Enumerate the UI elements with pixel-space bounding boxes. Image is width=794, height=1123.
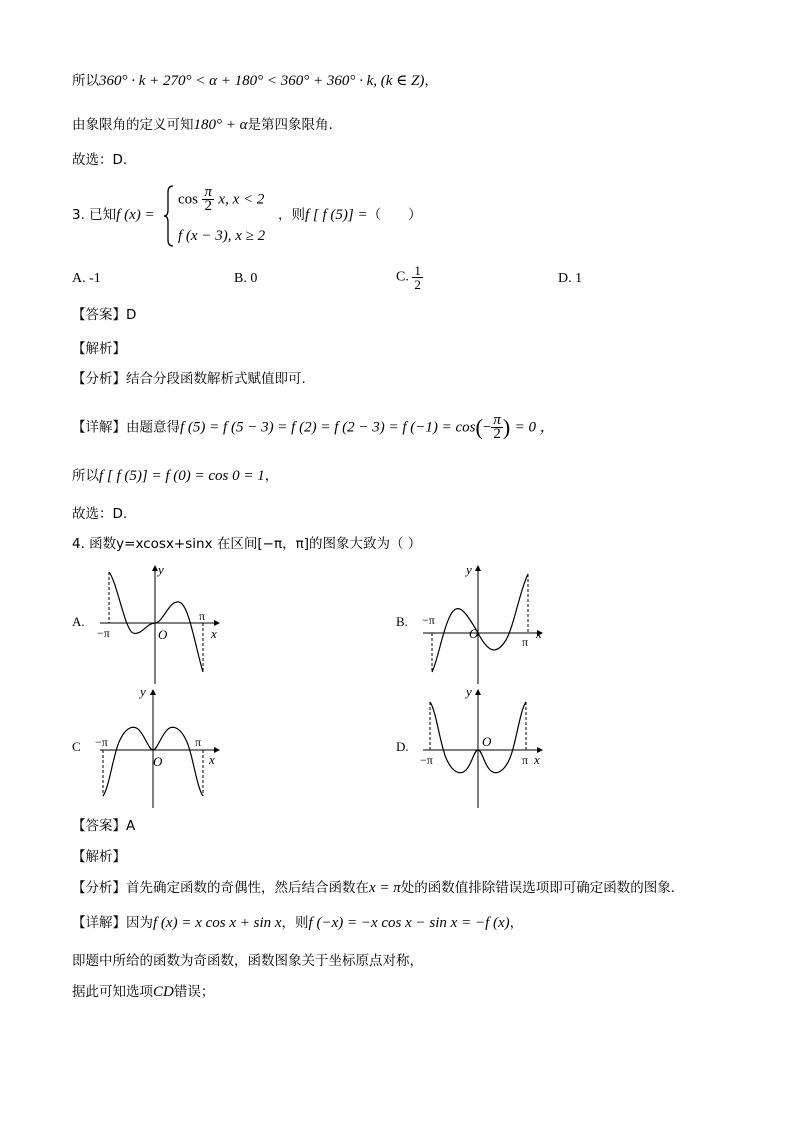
option-c: C. $\frac{1}{2}$ bbox=[396, 263, 421, 292]
curve bbox=[432, 574, 528, 672]
text: 是第四象限角. bbox=[247, 117, 333, 133]
text: ， bbox=[424, 73, 438, 89]
graph-a bbox=[95, 560, 225, 685]
line-3: 故选：D. bbox=[72, 152, 128, 168]
graph-d bbox=[418, 684, 548, 809]
line-2 bbox=[72, 116, 333, 134]
tick-label-pi: π bbox=[522, 753, 529, 767]
tick-label-pi: π bbox=[195, 735, 202, 749]
graph-b bbox=[418, 560, 548, 685]
math-expr: f (x) = bbox=[116, 207, 155, 223]
fraction: $\frac{\pi}{2}$ bbox=[204, 184, 212, 214]
math-expr: = 0 ， bbox=[514, 419, 555, 436]
graph-c bbox=[95, 684, 225, 809]
origin-label: O bbox=[158, 627, 168, 642]
y-label: y bbox=[466, 684, 472, 699]
tick-label-pi: π bbox=[199, 609, 206, 623]
tick-label-pi: π bbox=[522, 635, 529, 649]
graph-c-label: C bbox=[72, 739, 81, 754]
y-label: y bbox=[158, 562, 164, 577]
q4-detail: 【详解】因为f (x) = x cos x + sin x，则f (−x) = −x cos x − sin x = −f (x)， bbox=[72, 915, 524, 931]
fraction: $\frac{\pi}{2}$ bbox=[493, 412, 501, 442]
q3-case-1 bbox=[178, 186, 264, 213]
paren: ) bbox=[502, 414, 511, 440]
q4-answer: 【答案】A bbox=[72, 818, 136, 834]
math-expr: 180° + α bbox=[193, 117, 248, 133]
origin-label: O bbox=[153, 754, 163, 769]
origin-label: O bbox=[469, 626, 479, 641]
x-label: x bbox=[211, 626, 217, 641]
text: 由象限角的定义可知 bbox=[72, 117, 194, 133]
q3-detail: 【详解】由题意得f (5) = f (5 − 3) = f (2) = f (2 − 3) = f (−1) = cos(− $\frac{\pi}{2}$ ) = 0 ， bbox=[72, 412, 555, 442]
q4-jiexi: 【解析】 bbox=[72, 849, 126, 865]
math-expr: CD bbox=[153, 984, 174, 1000]
y-label: y bbox=[140, 684, 146, 699]
tick-label-neg-pi: −π bbox=[97, 626, 110, 640]
math-expr: x = π bbox=[369, 880, 401, 896]
y-label: y bbox=[466, 562, 472, 577]
math-expr: f (x − 3), x ≥ 2 bbox=[178, 228, 266, 244]
q3-jiexi: 【解析】 bbox=[72, 341, 126, 357]
line-1 bbox=[72, 72, 438, 90]
math-expr: cos bbox=[178, 191, 198, 208]
math-expr: f (x) = x cos x + sin x bbox=[153, 915, 282, 931]
math-expr: f [ f (5)] = bbox=[305, 207, 368, 223]
text: ，则 bbox=[278, 207, 305, 223]
q4-fenxi: 【分析】首先确定函数的奇偶性，然后结合函数在x = π处的函数值排除错误选项即可确定函数的图象. bbox=[72, 880, 676, 896]
math-expr: f [ f (5)] = f (0) = cos 0 = 1 bbox=[99, 468, 265, 484]
option-d: D. 1 bbox=[558, 271, 583, 286]
option-a: A. -1 bbox=[72, 271, 101, 286]
math-expr: 360° · k + 270° < α + 180° < 360° + 360° · k, (k ∈ Z) bbox=[99, 73, 425, 89]
q4-line-3: 据此可知选项CD错误； bbox=[72, 984, 215, 1000]
text: 所以 bbox=[72, 73, 99, 89]
x-label: x bbox=[209, 752, 215, 767]
x-label: x bbox=[534, 752, 540, 767]
q3-so: 所以f [ f (5)] = f (0) = cos 0 = 1， bbox=[72, 468, 279, 484]
curve bbox=[109, 572, 206, 672]
q3-answer: 【答案】D bbox=[72, 307, 137, 323]
tick-label-neg-pi: −π bbox=[422, 613, 435, 627]
math-expr: f (−x) = −x cos x − sin x = −f (x) bbox=[308, 915, 510, 931]
graph-a-label: A. bbox=[72, 614, 85, 629]
left-brace bbox=[163, 184, 175, 248]
q4-stem: 4. 函数y=xcosx+sinx 在区间[−π，π]的图象大致为（ ） bbox=[72, 536, 422, 552]
origin-label: O bbox=[482, 734, 492, 749]
graph-d-label: D. bbox=[396, 739, 409, 754]
text: （ ） bbox=[367, 207, 422, 223]
fraction: $\frac{1}{2}$ bbox=[414, 263, 421, 292]
q4-line-2: 即题中所给的函数为奇函数，函数图象关于坐标原点对称， bbox=[72, 953, 423, 969]
math-expr: f (5) = f (5 − 3) = f (2) = f (2 − 3) = f (−1) = cos bbox=[180, 419, 476, 436]
q3-choose: 故选：D. bbox=[72, 506, 128, 522]
graph-b-label: B. bbox=[396, 614, 408, 629]
q3-number: 3. 已知 bbox=[72, 207, 117, 223]
q3-case-2 bbox=[178, 227, 265, 245]
math-expr: x, x < 2 bbox=[218, 191, 265, 208]
tick-label-neg-pi: −π bbox=[95, 735, 108, 749]
tick-label-neg-pi: −π bbox=[420, 753, 433, 767]
x-label: x bbox=[536, 626, 542, 641]
paren: ( bbox=[475, 414, 483, 440]
q3-fenxi: 【分析】结合分段函数解析式赋值即可. bbox=[72, 371, 306, 387]
q3-stem bbox=[72, 206, 155, 224]
q3-ask bbox=[278, 206, 422, 224]
option-b: B. 0 bbox=[234, 271, 258, 286]
